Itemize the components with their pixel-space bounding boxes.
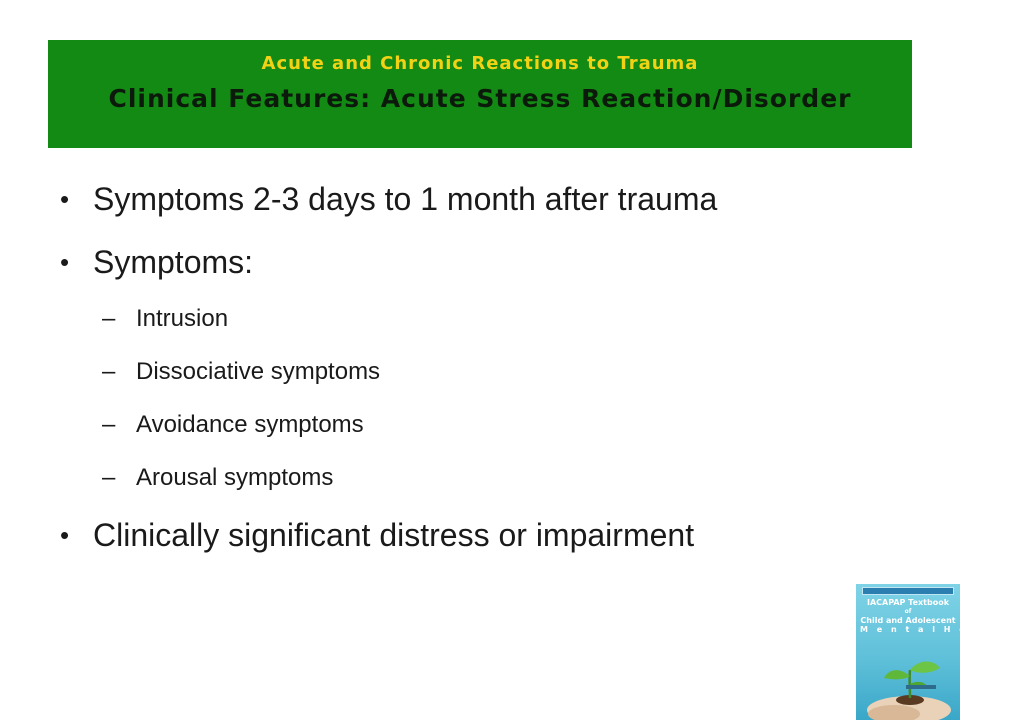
sub-bullet-dash: – <box>102 305 116 332</box>
seedling-hands-icon <box>864 648 954 720</box>
bullet-dot: • <box>60 520 70 550</box>
sub-bullet-dash: – <box>102 411 116 438</box>
sub-bullet-text: Arousal symptoms <box>136 464 334 491</box>
bullet-text: Symptoms: <box>93 244 254 280</box>
slide-title: Clinical Features: Acute Stress Reaction/Disorder <box>108 84 852 113</box>
sub-bullet-text: Avoidance symptoms <box>136 411 364 438</box>
cover-title-line: Child and Adolescent <box>860 616 956 625</box>
bullet-dot: • <box>60 247 70 277</box>
sub-bullet-text: Dissociative symptoms <box>136 358 381 385</box>
bullet-text: Symptoms 2-3 days to 1 month after trauma <box>93 181 718 217</box>
sub-bullet-text: Intrusion <box>136 305 229 332</box>
slide-supertitle: Acute and Chronic Reactions to Trauma <box>261 53 699 74</box>
cover-header-bar <box>862 587 954 595</box>
bullet-dot: • <box>60 184 70 214</box>
cover-title <box>860 598 1020 634</box>
sub-bullet-dash: – <box>102 358 116 385</box>
cover-author-strip <box>906 685 936 689</box>
textbook-cover-image <box>856 584 1020 720</box>
cover-title-line: of <box>904 608 912 615</box>
sub-bullet-dash: – <box>102 464 116 491</box>
bullet-text: Clinically significant distress or impairment <box>93 517 695 553</box>
cover-title-line: M e n t a l H e a l t h <box>860 625 1020 634</box>
cover-title-line: IACAPAP Textbook <box>866 598 950 607</box>
